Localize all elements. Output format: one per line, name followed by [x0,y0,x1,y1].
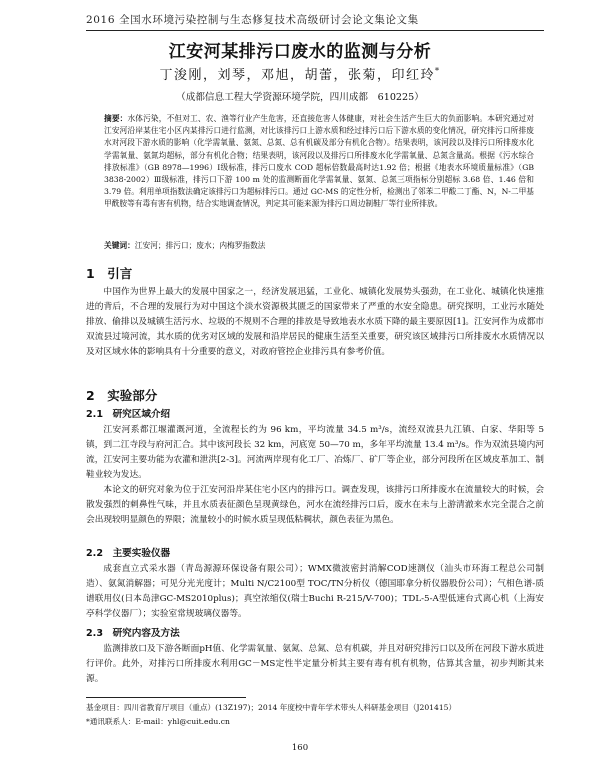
subsection-heading-2-1: 2.1 研究区域介绍 [86,409,171,420]
affiliation: （成都信息工程大学资源环境学院，四川成都 610225） [176,92,424,103]
subsection-heading-2-2: 2.2 主要实验仪器 [86,548,171,559]
author-list [0,64,600,83]
methods-paragraph: 监测排放口及下游各断面pH值、化学需氧量、氨氮、总氮、总有机碳，并且对研究排污口以及所在河段下游水质进行评价。此外，对排污口所排废水利用GC－MS定性半定量分析其主要有毒有机有机物，估算其含量，初步判断其来源。 [86,644,544,684]
abstract [104,113,534,211]
instruments-paragraph: 成套直立式采水器（青岛源源环保设备有限公司）；WMX微波密封消解COD速测仪（汕头市环海工程总公司制造）、氨氮消解器；可见分光光度计；Multi N/C2100型 TOC/TN分析仪（德国耶拿分析仪器股份公司）；气相色谱-质谱联用仪(日本岛津GC-MS2010plus)；真空浓缩仪(瑞士Buchi R-215/V-700)；TDL-5-A型低速台式离心机（上海安亭科学仪器厂）；实验室常规玻璃仪器等。 [86,564,544,619]
keywords [104,240,534,251]
paper-title: 江安河某排污口废水的监测与分析 [168,42,432,62]
contact-footnote: *通讯联系人：E-mail：yhl@cuit.edu.cn [86,717,230,726]
keywords-label: 关键词： [104,241,135,250]
abstract-text: 水体污染，不但对工、农、渔等行业产生危害，还直接危害人体健康，对社会生活产生巨大的负面影响。本研究通过对江安河沿岸某住宅小区内某排污口进行监测，对比该排污口上游水质和经过排污口后下游水质的变化情况，研究排污口所排废水对河段下游水质的影响（化学需氧量、氨氮、总氮、总有机碳及部分有机化合物）。结果表明，该河段以及排污口所排废水化学需氧量、氨氮均超标，部分有机化合物；结果表明，该河段以及排污口所排废水化学需氧量、总氮含量高。根据《污水综合排放标准》（GB 8978—1996）Ⅰ级标准，排污口废水 COD 超标倍数最高时达1.92 倍；根据《地表水环境质量标准》（GB 3838-2002）Ⅲ级标准，排污口下游 100 m 处的监测断面化学需氧量、氨氮、总氮三项指标分别超标 3.68 倍、1.46 倍和 3.79 倍。利用单项指数法确定该排污口为超标排污口。通过 GC-MS 的定性分析，检测出了邻苯二甲酸二丁酯、N，N-二甲基甲酰胺等有毒有害有机物，结合实地调查情况，判定其可能来源为排污口周边制鞋厂等行业所排放。 [104,114,534,209]
page-number: 160 [291,743,309,753]
section-heading-intro: 1 引言 [86,266,133,281]
header-rule [86,30,544,31]
funding-footnote: 基金项目：四川省教育厅项目（重点）(13Z197)；2014 年度校中青年学术带头人科研基金项目（J201415） [86,703,457,712]
abstract-label: 摘要： [104,114,128,123]
subsection-heading-2-3: 2.3 研究内容及方法 [86,628,180,639]
footnote-rule [86,697,246,698]
keywords-text: 江安河；排污口；废水；内梅罗指数法 [134,241,266,250]
study-area-paragraph-1: 江安河系都江堰灌溉河道，全流程长约为 96 km，平均流量 34.5 m³/s，流经双流县九江镇、白家、华阳等 5 镇，到二江寺段与府河汇合。其中该河段长 32 km，河底宽 50—70 m，多年平均流量 13.4 m³/s。作为双流县境内河流，江安河主要功能为农灌和泄洪[2-3]。河流两岸现有化工厂、冶炼厂、矿厂等企业，部分河段所在区域皮革加工、制鞋业较为发达。 [86,425,544,480]
corresponding-author-mark: * [435,66,441,76]
intro-paragraph: 中国作为世界上最大的发展中国家之一，经济发展迅猛，工业化、城镇化发展势头强劲，在工业化、城镇化快速推进的背后，不合理的发展行为对中国这个淡水资源极其匮乏的国家带来了严重的水安全隐患。研究探明，工业污水随处排放、偷排以及城镇生活污水、垃圾的不规则不合理的排放是导致地表水水质下降的最主要原因[1]。江安河作为成都市双流县过境河流，其水质的优劣对区域的发展和沿岸居民的健康生活至关重要，研究该区域排污口所排废水水质情况以及对区域水体的影响具有十分重要的意义，对政府管控企业排污具有参考价值。 [86,287,544,357]
section-heading-experiment: 2 实验部分 [86,388,158,403]
author-names: 丁浚刚，刘琴，邓旭，胡蕾，张菊，印红玲 [159,68,435,83]
study-area-paragraph-2: 本论文的研究对象为位于江安河沿岸某住宅小区内的排污口。调查发现，该排污口所排废水在流量较大的时候，会散发强烈的刺鼻性气味，并且水质表征颜色呈现黄绿色，河水在流经排污口后，废水在未与上游清澈来水完全混合之前会出现较明显颜色的界限；流量较小的时候水质呈现低粘稠状，颜色表征为黑色。 [86,485,544,525]
running-header: 2016 全国水环境污染控制与生态修复技术高级研讨会论文集论文集 [86,14,419,26]
